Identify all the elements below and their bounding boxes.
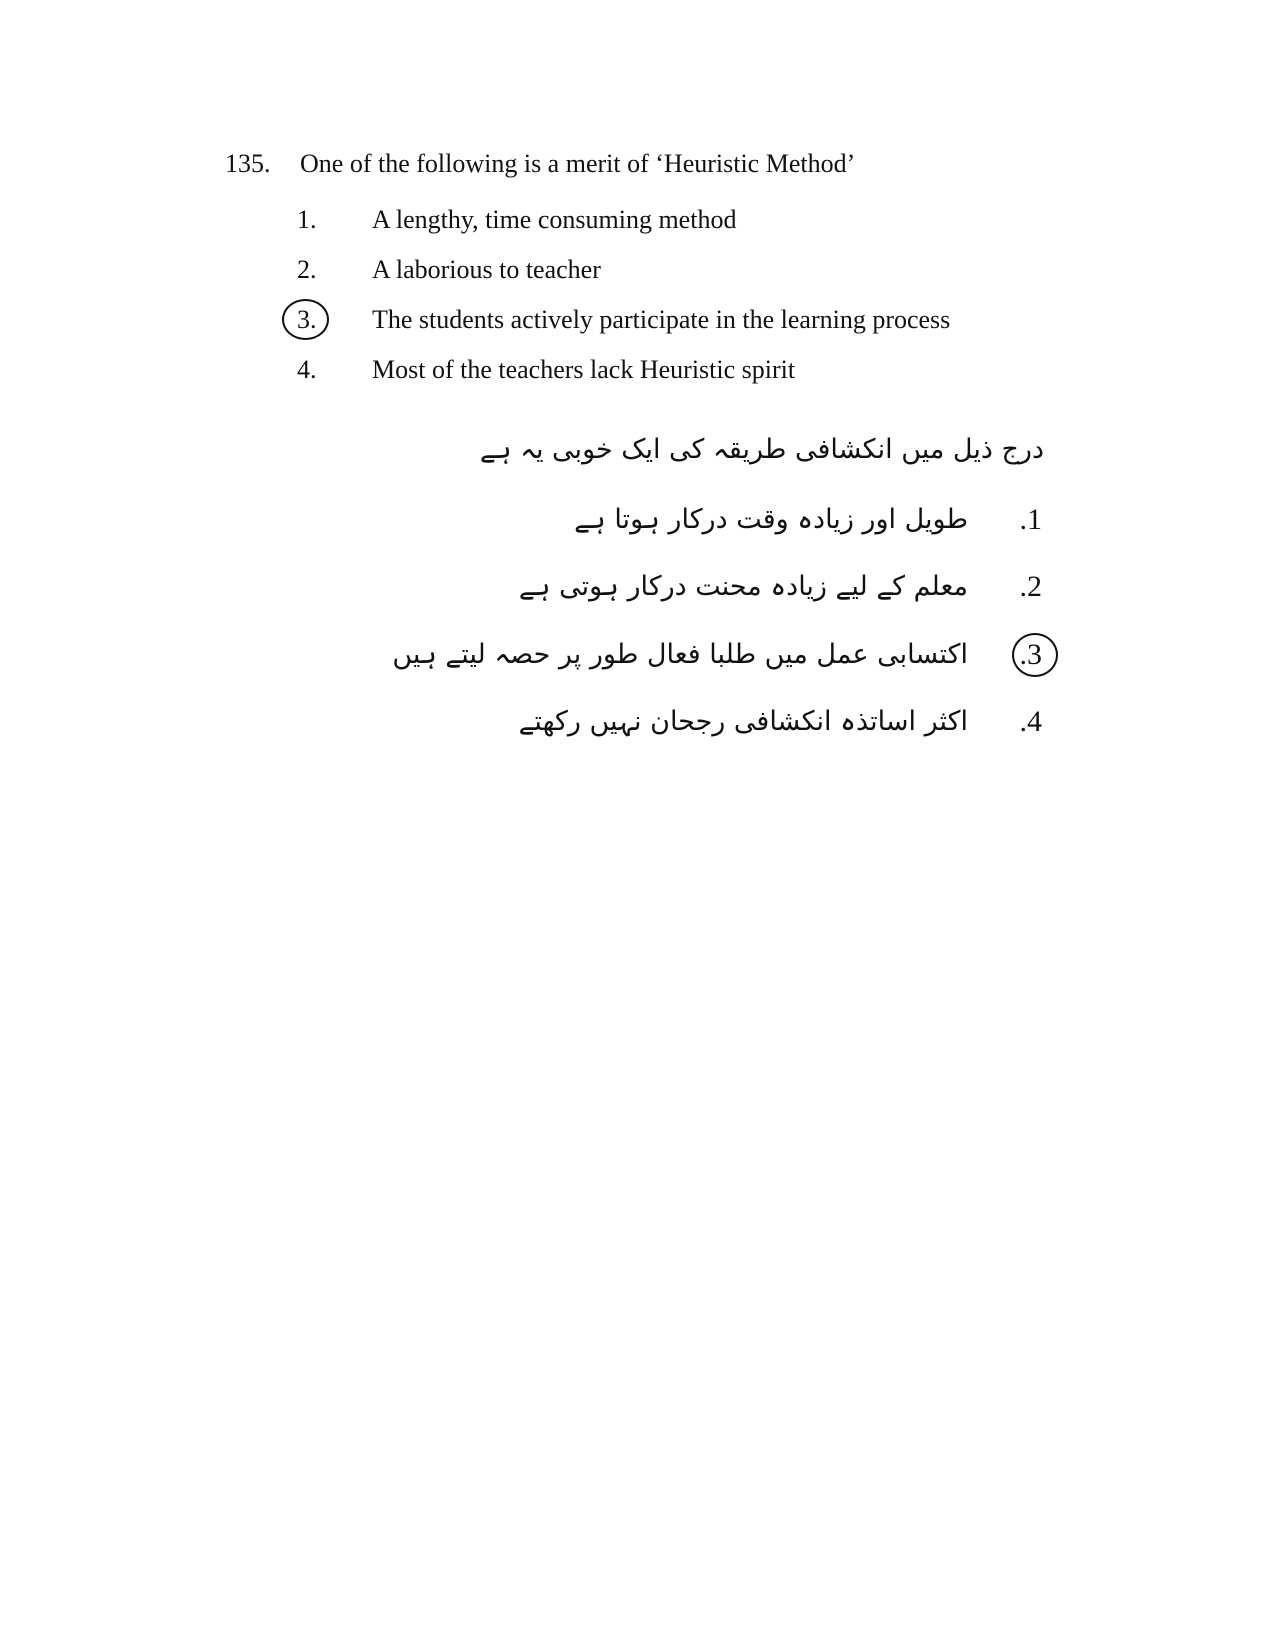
option-number: 1. bbox=[297, 205, 317, 234]
option-3-selected bbox=[297, 304, 950, 336]
urdu-option-text: اکتسابی عمل میں طلبا فعال طور پر حصہ لیتے ہیں bbox=[392, 639, 968, 670]
urdu-option-text: اکثر اساتذہ انکشافی رجحان نہیں رکھتے bbox=[518, 706, 968, 737]
option-text: A laborious to teacher bbox=[372, 255, 601, 284]
question-number: 135. bbox=[225, 149, 271, 178]
question-header bbox=[225, 148, 855, 180]
option-4 bbox=[297, 354, 795, 386]
urdu-option-number: .1 bbox=[1019, 503, 1042, 536]
question-text: One of the following is a merit of ‘Heuristic Method’ bbox=[300, 149, 856, 178]
urdu-option-number: .4 bbox=[1019, 705, 1042, 738]
urdu-option-text: طویل اور زیادہ وقت درکار ہوتا ہے bbox=[574, 504, 968, 535]
urdu-option-1 bbox=[560, 498, 1050, 542]
option-2 bbox=[297, 254, 601, 286]
answer-circle-mark bbox=[282, 299, 329, 340]
urdu-option-2 bbox=[518, 565, 1050, 609]
urdu-option-text: معلم کے لیے زیادہ محنت درکار ہوتی ہے bbox=[518, 571, 968, 602]
urdu-option-number: .2 bbox=[1019, 570, 1042, 603]
option-text: The students actively participate in the learning process bbox=[372, 305, 951, 334]
option-number-wrap bbox=[297, 304, 372, 336]
option-number: 4. bbox=[297, 355, 317, 384]
urdu-option-number: .3 bbox=[1019, 638, 1042, 671]
option-number: 3. bbox=[297, 305, 317, 334]
urdu-option-4 bbox=[518, 700, 1050, 744]
option-number: 2. bbox=[297, 255, 317, 284]
urdu-option-3-selected bbox=[392, 633, 1050, 677]
option-text: Most of the teachers lack Heuristic spirit bbox=[372, 355, 796, 384]
urdu-question-text: درج ذیل میں انکشافی طریقہ کی ایک خوبی یہ ہے bbox=[479, 434, 1044, 465]
option-1 bbox=[297, 204, 736, 236]
option-text: A lengthy, time consuming method bbox=[372, 205, 737, 234]
